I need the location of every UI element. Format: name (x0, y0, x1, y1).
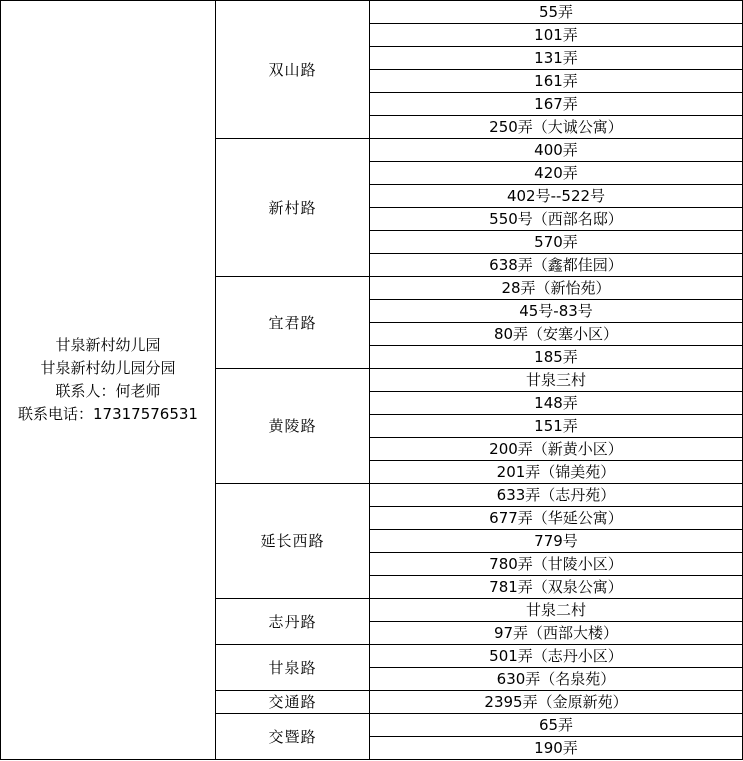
table-row (1, 1, 743, 24)
lane-cell: 161弄 (370, 70, 743, 93)
road-name-cell: 延长西路 (216, 484, 370, 599)
road-name-cell: 宜君路 (216, 277, 370, 369)
road-name-cell: 志丹路 (216, 599, 370, 645)
lane-cell: 570弄 (370, 231, 743, 254)
lane-cell: 甘泉二村 (370, 599, 743, 622)
lane-cell: 151弄 (370, 415, 743, 438)
lane-cell: 780弄（甘陵小区） (370, 553, 743, 576)
lane-cell: 779号 (370, 530, 743, 553)
lane-cell: 45号-83号 (370, 300, 743, 323)
lane-cell: 402号--522号 (370, 185, 743, 208)
lane-cell: 200弄（新黄小区） (370, 438, 743, 461)
lane-cell: 638弄（鑫都佳园） (370, 254, 743, 277)
road-name-cell: 交通路 (216, 691, 370, 714)
lane-cell: 400弄 (370, 139, 743, 162)
lane-cell: 148弄 (370, 392, 743, 415)
lane-cell: 501弄（志丹小区） (370, 645, 743, 668)
lane-cell: 65弄 (370, 714, 743, 737)
lane-cell: 101弄 (370, 24, 743, 47)
lane-cell: 630弄（名泉苑） (370, 668, 743, 691)
lane-cell: 97弄（西部大楼） (370, 622, 743, 645)
road-name-cell: 甘泉路 (216, 645, 370, 691)
lane-cell: 甘泉三村 (370, 369, 743, 392)
lane-cell: 185弄 (370, 346, 743, 369)
lane-cell: 250弄（大诚公寓） (370, 116, 743, 139)
lane-cell: 55弄 (370, 1, 743, 24)
road-name-cell: 新村路 (216, 139, 370, 277)
lane-cell: 633弄（志丹苑） (370, 484, 743, 507)
school-info-line: 联系人：何老师 (55, 382, 161, 400)
road-name-cell: 黄陵路 (216, 369, 370, 484)
school-info-line: 甘泉新村幼儿园分园 (40, 359, 176, 377)
lane-cell: 28弄（新怡苑） (370, 277, 743, 300)
lane-cell: 201弄（锦美苑） (370, 461, 743, 484)
lane-cell: 781弄（双泉公寓） (370, 576, 743, 599)
road-name-cell: 双山路 (216, 1, 370, 139)
lane-cell: 131弄 (370, 47, 743, 70)
district-table-body (1, 1, 743, 760)
lane-cell: 190弄 (370, 737, 743, 760)
school-info-line: 联系电话：17317576531 (18, 405, 198, 423)
lane-cell: 677弄（华延公寓） (370, 507, 743, 530)
lane-cell: 2395弄（金原新苑） (370, 691, 743, 714)
lane-cell: 167弄 (370, 93, 743, 116)
lane-cell: 420弄 (370, 162, 743, 185)
school-info-cell (1, 1, 216, 760)
school-info-line: 甘泉新村幼儿园 (55, 336, 161, 354)
road-name-cell: 交暨路 (216, 714, 370, 760)
lane-cell: 550号（西部名邸） (370, 208, 743, 231)
lane-cell: 80弄（安塞小区） (370, 323, 743, 346)
